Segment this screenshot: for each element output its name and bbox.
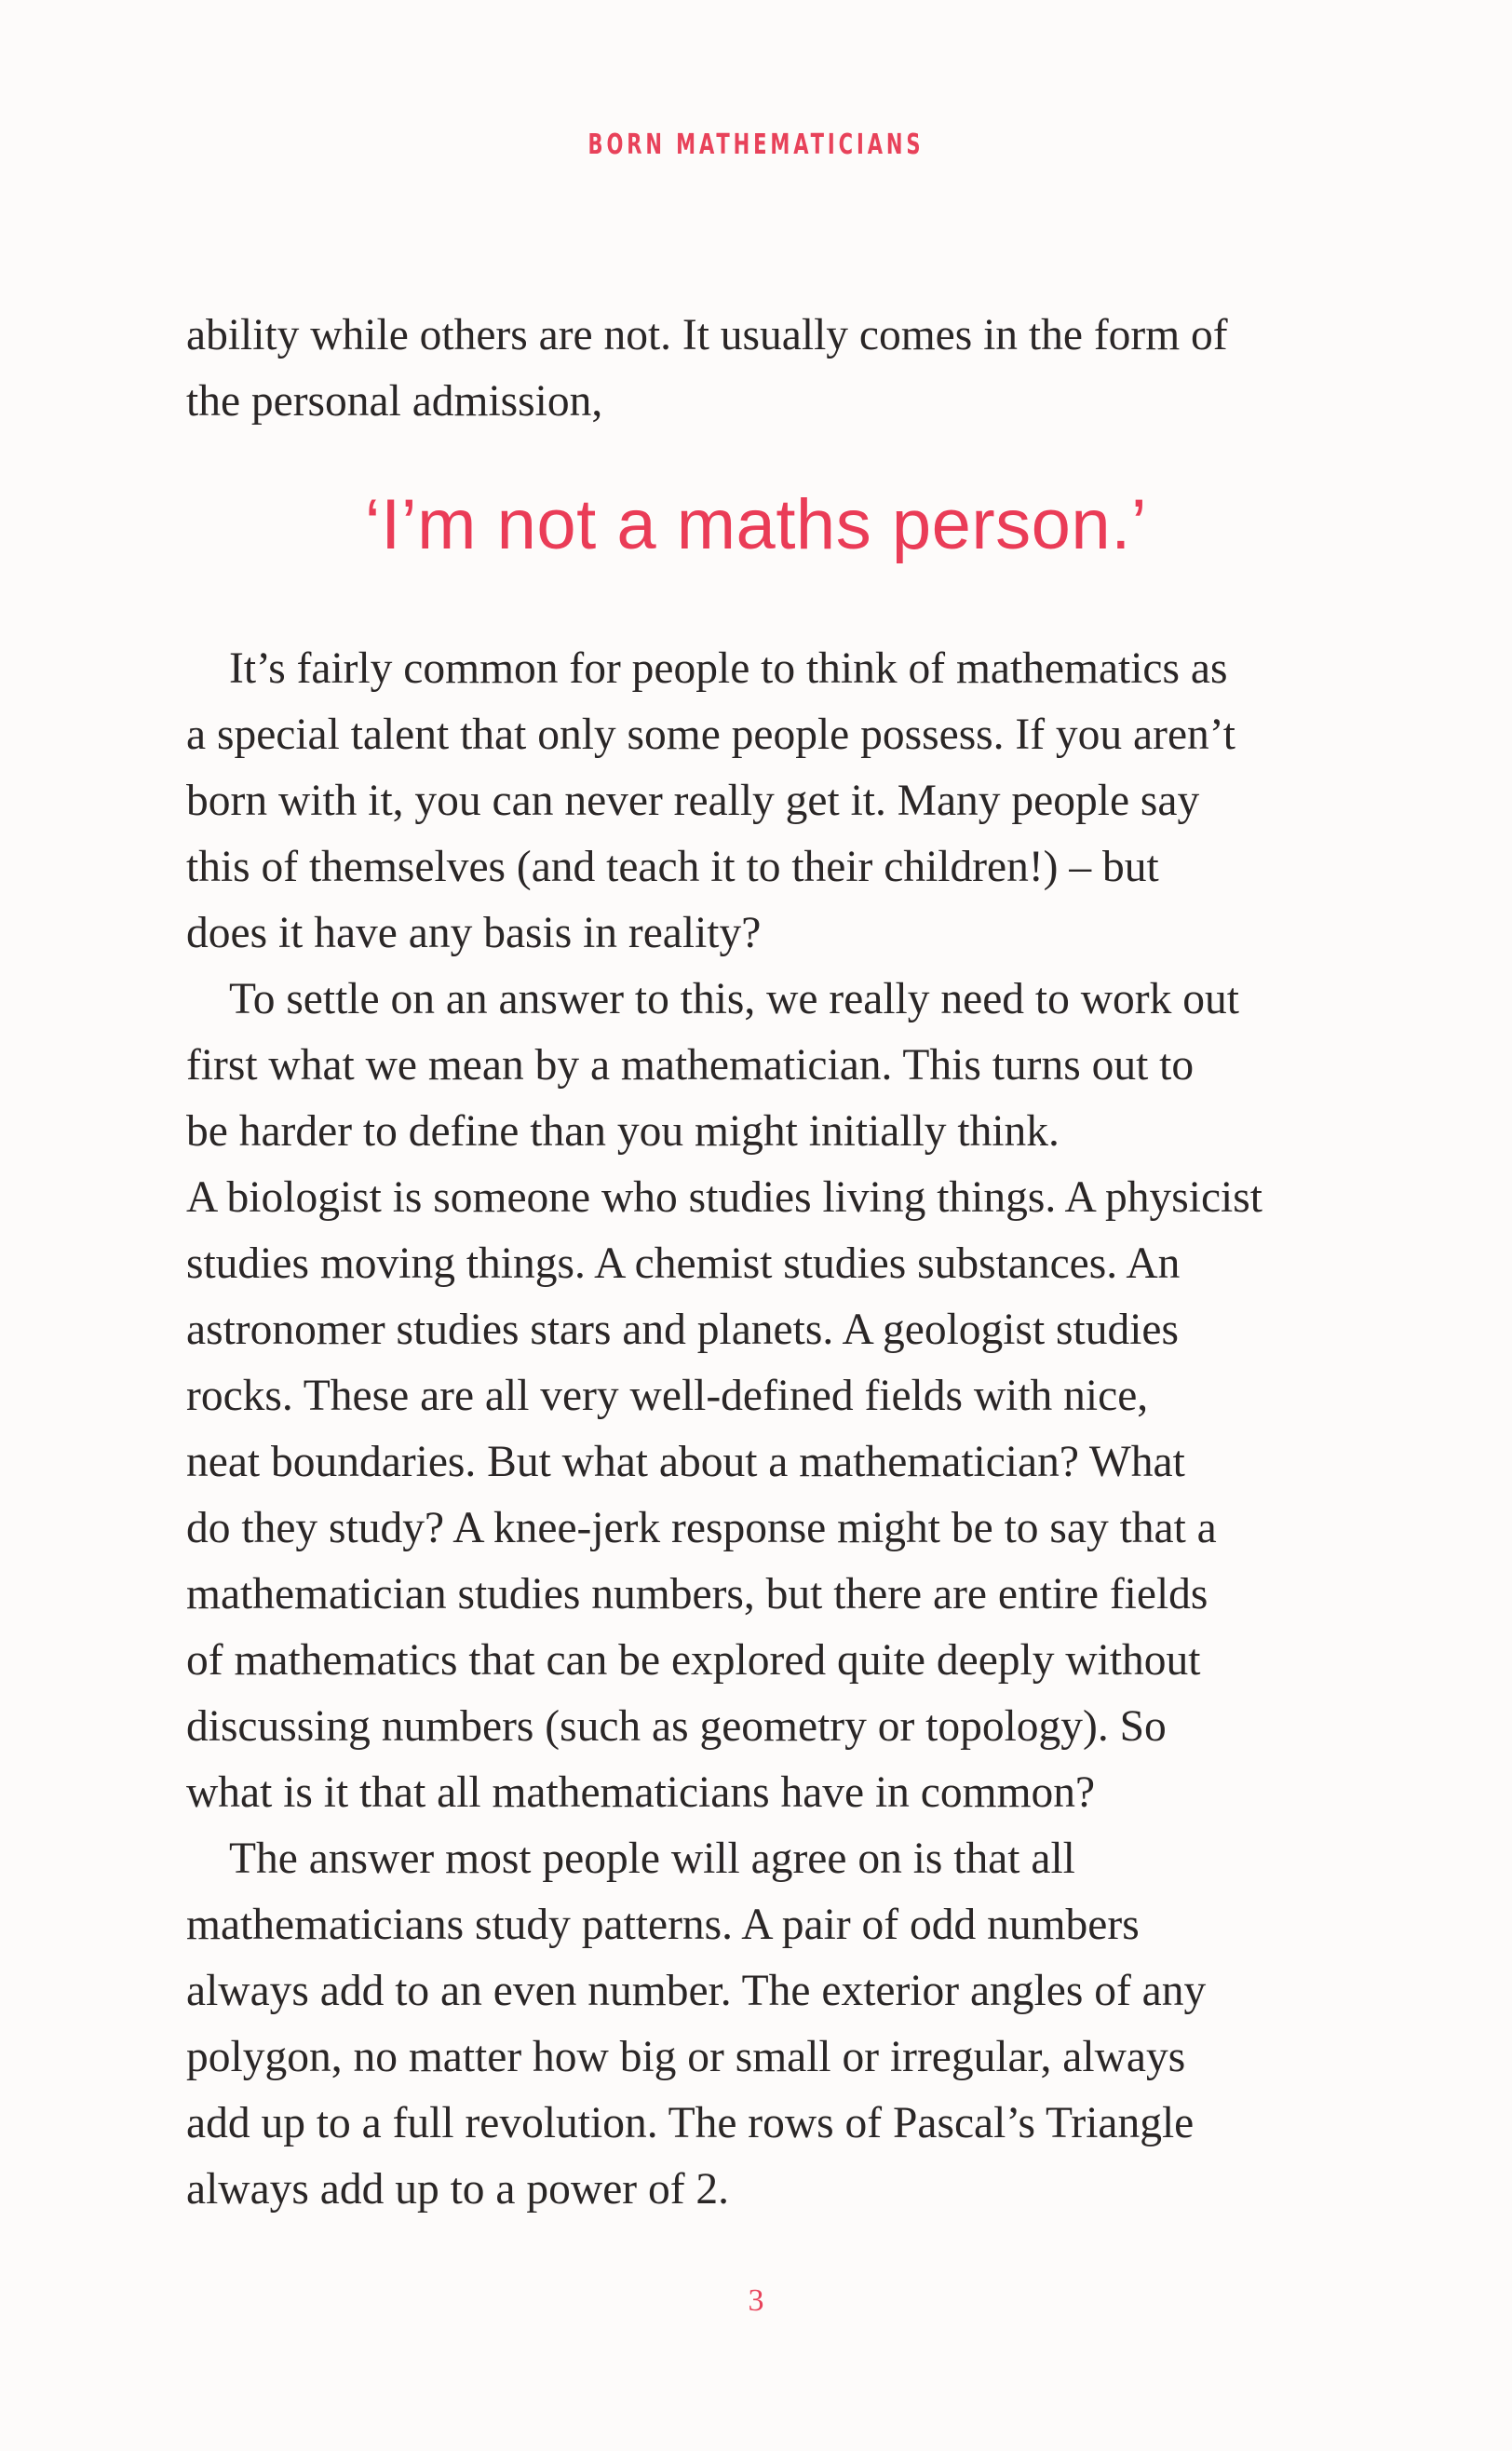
text-line: A biologist is someone who studies living things. A physicist [186, 1173, 1262, 1222]
text-line: To settle on an answer to this, we really need to work out [229, 975, 1239, 1023]
text-line: It’s fairly common for people to think of mathematics as [229, 644, 1228, 693]
text-line: of mathematics that can be explored quite deeply without [186, 1636, 1201, 1685]
text-line: studies moving things. A chemist studies substances. An [186, 1239, 1181, 1288]
text-line: astronomer studies stars and planets. A geologist studies [186, 1306, 1179, 1354]
text-line: always add up to a power of 2. [186, 2165, 730, 2214]
intro-text [186, 303, 1359, 435]
text-line: mathematicians study patterns. A pair of odd numbers [186, 1901, 1140, 1949]
page-number: 3 [748, 2283, 764, 2318]
main-text [186, 636, 1359, 2223]
text-line: neat boundaries. But what about a mathematician? What [186, 1438, 1185, 1486]
text-line: mathematician studies numbers, but there are entire fields [186, 1570, 1208, 1618]
text-line: add up to a full revolution. The rows of Pascal’s Triangle [186, 2099, 1195, 2147]
pull-quote: ‘I’m not a maths person.’ [364, 485, 1148, 564]
text-line: discussing numbers (such as geometry or topology). So [186, 1702, 1167, 1751]
text-line: do they study? A knee-jerk response might be to say that a [186, 1504, 1217, 1552]
text-line: rocks. These are all very well-defined fields with nice, [186, 1372, 1149, 1420]
text-line: what is it that all mathematicians have in common? [186, 1768, 1096, 1817]
intro-line: ability while others are not. It usually comes in the form of [186, 311, 1228, 359]
text-line: always add to an even number. The exterior angles of any [186, 1967, 1207, 2015]
running-head: BORN MATHEMATICIANS [587, 129, 925, 161]
text-line: polygon, no matter how big or small or irregular, always [186, 2033, 1186, 2081]
text-line: be harder to define than you might initially think. [186, 1107, 1060, 1156]
text-line: this of themselves (and teach it to their children!) – but [186, 843, 1159, 891]
text-line: does it have any basis in reality? [186, 909, 762, 957]
intro-line: the personal admission, [186, 377, 603, 426]
text-line: The answer most people will agree on is that all [229, 1835, 1075, 1883]
text-line: born with it, you can never really get it. Many people say [186, 777, 1200, 825]
text-line: first what we mean by a mathematician. This turns out to [186, 1041, 1195, 1090]
text-line: a special talent that only some people possess. If you aren’t [186, 711, 1235, 759]
